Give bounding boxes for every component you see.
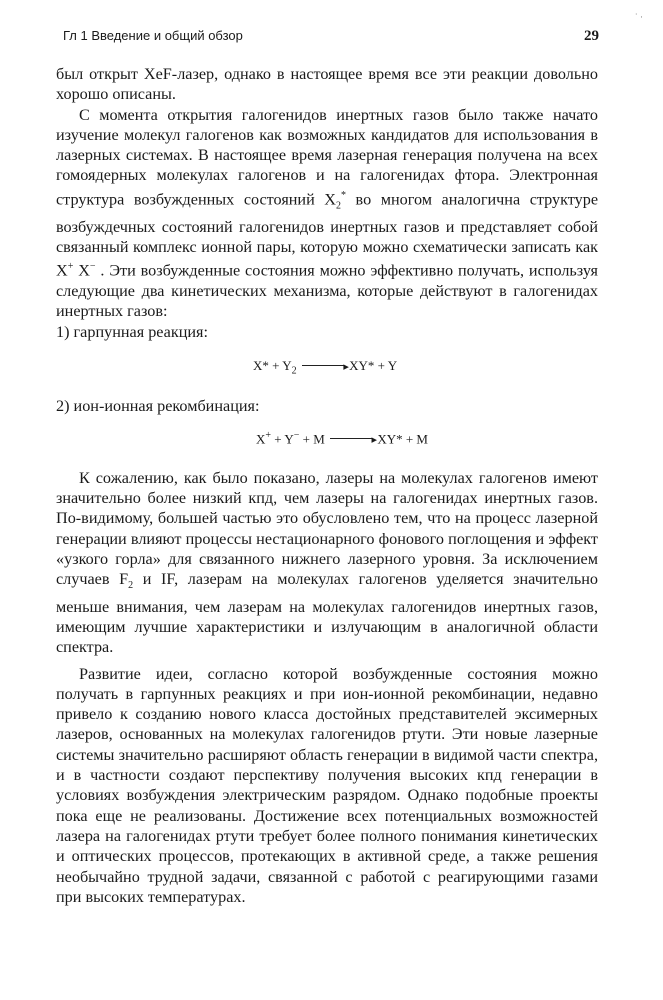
- paragraph-3: К сожалению, как было показано, лазеры на молекулах галогенов имеют значительно более низкий кпд, чем лазеры на галогенидах инертных газов. По-видимому, большей частью это обусловлено тем, что на процесс лазерной генерации влияют процессы нестационарного фонового поглощения и эффект «узкого горла» для связанного нижнего лазерного уровня. За исключением случаев $F_2$ и IF, лазерам на молекулах галогенов уделяется значительно меньше внимания, чем лазерам на молекулах галогенидов инертных газов, имеющим лучшие характеристики и излучающим в аналогичной области спектра.: [56, 468, 599, 657]
- arrow-icon: [330, 438, 372, 439]
- list-item-ion-recombination: 2) ион-ионная рекомбинация:: [56, 396, 260, 415]
- list-item-harpoon: 1) гарпунная реакция:: [56, 322, 209, 341]
- running-header: [63, 28, 599, 45]
- corner-mark: ˙ ·: [634, 12, 643, 22]
- formula-ion-recombination: X+ + Y− + M ▸ XY* + M: [56, 426, 598, 450]
- arrow-icon: [302, 365, 344, 366]
- chapter-title: Гл 1 Введение и общий обзор: [63, 28, 243, 43]
- formula-harpoon: $X* + Y_2$ ▸ XY* + Y: [56, 356, 598, 382]
- body-text: [56, 64, 598, 907]
- paragraph-1: был открыт XeF-лазер, однако в настоящее время все эти реакции довольно хорошо описаны.: [56, 65, 598, 104]
- paragraph-4: Развитие идеи, согласно которой возбужденные состояния можно получать в гарпунных реакциях и при ион-ионной рекомбинации, недавно привело к созданию нового класса достойных представителей эксимерных лазеров, основанных на молекулах галогенидов ртути. Эти новые лазерные системы значительно расширяют область генерации в видимой части спектра, и в частности создают перспективу получения высоких кпд генерации в условиях возбуждения электрическим разрядом. Однако подобные проекты пока еще не реализованы. Достижение всех потенциальных возможностей лазера на галогенидах ртути требует более полного понимания кинетических и оптических процессов, протекающих в активной среде, а также решения необычайно трудной задачи, связанной с работой с реагирующими газами при высоких температурах.: [56, 664, 598, 906]
- page-number: 29: [584, 28, 599, 44]
- paragraph-2: С момента открытия галогенидов инертных газов было также начато изучение молекул галогенов как возможных кандидатов для использования в лазерных системах. В настоящее время лазерная генерация получена на всех гомоядерных молекулах галогенов и на галогенидах фтора. Электронная структура возбужденных состояний $X_2^*$ во многом аналогична структуре возбуждечных состояний галогенидов инертных газов и представляет собой связанный комплекс ионной пары, которую можно схематически записать как X+ X− . Эти возбужденные состояния можно эффективно получать, используя следующие два кинетических механизма, которые действуют в галогенидах инертных газов:: [56, 105, 599, 321]
